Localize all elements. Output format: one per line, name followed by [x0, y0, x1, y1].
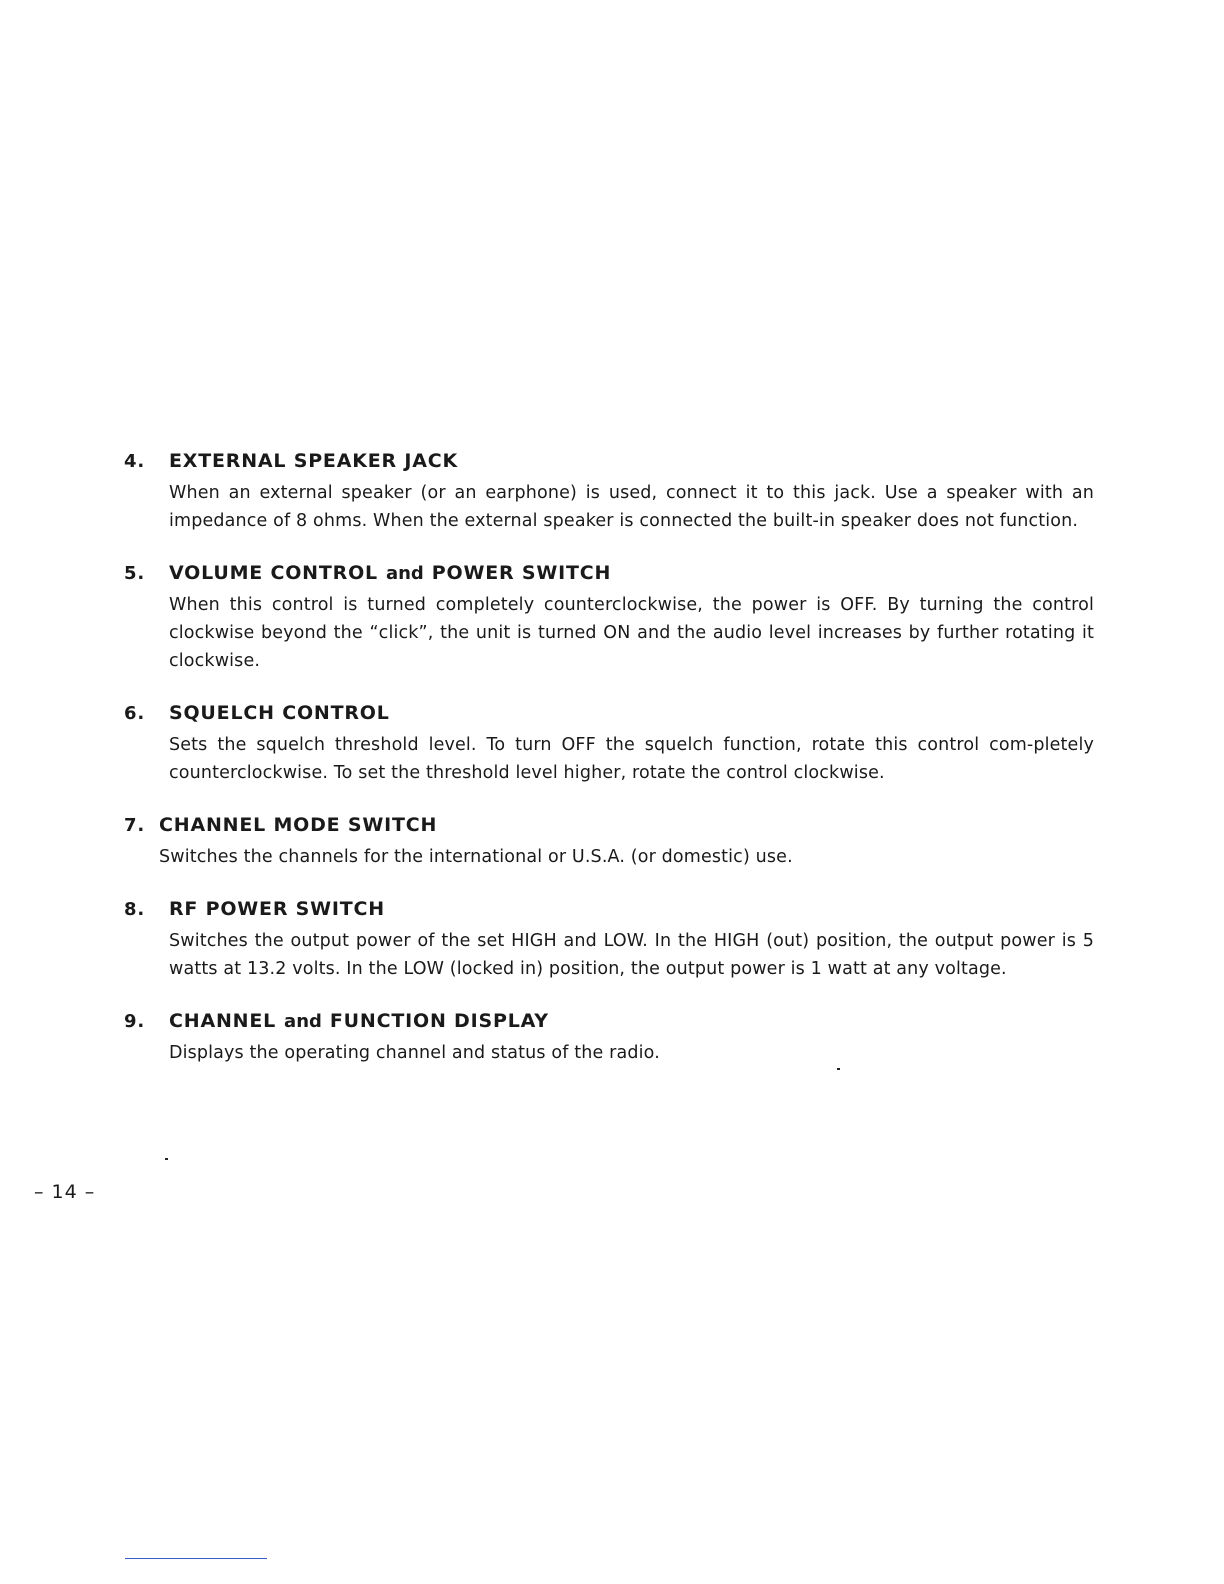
section-channel-function-display	[124, 1010, 1094, 1067]
section-heading	[124, 702, 1094, 731]
section-number: 9.	[124, 1011, 145, 1032]
section-external-speaker-jack	[124, 450, 1094, 535]
section-body: Sets the squelch threshold level. To turn OFF the squelch function, rotate this control com-pletely counterclockwise. To set the threshold level higher, rotate the control clockwise.	[169, 735, 1094, 783]
page-number: – 14 –	[34, 1181, 96, 1203]
section-number: 8.	[124, 899, 145, 920]
section-title-part2: FUNCTION DISPLAY	[329, 1010, 549, 1032]
section-title: EXTERNAL SPEAKER JACK	[169, 450, 459, 472]
section-number: 7.	[124, 815, 145, 836]
section-number: 6.	[124, 703, 145, 724]
section-heading	[124, 562, 1094, 591]
section-heading	[124, 450, 1094, 479]
section-body: Displays the operating channel and status of the radio.	[169, 1043, 660, 1063]
section-channel-mode-switch	[124, 814, 1094, 871]
section-heading	[124, 1010, 1094, 1039]
section-heading	[124, 898, 1094, 927]
section-volume-control-power-switch	[124, 562, 1094, 675]
section-title-part1: VOLUME CONTROL	[169, 562, 378, 584]
section-title-and: and	[385, 563, 424, 584]
section-body: Switches the channels for the international or U.S.A. (or domestic) use.	[159, 847, 793, 867]
section-title-part1: CHANNEL	[169, 1010, 277, 1032]
section-number: 4.	[124, 451, 145, 472]
section-title-part2: POWER SWITCH	[431, 562, 612, 584]
section-title-and: and	[284, 1011, 322, 1032]
bottom-edge-line	[125, 1558, 267, 1559]
scan-speck	[837, 1068, 840, 1070]
section-title: RF POWER SWITCH	[169, 898, 385, 920]
scan-speck	[165, 1158, 168, 1160]
section-title: SQUELCH CONTROL	[169, 702, 390, 724]
section-squelch-control	[124, 702, 1094, 787]
section-body: Switches the output power of the set HIGH and LOW. In the HIGH (out) position, the output power is 5 watts at 13.2 volts. In the LOW (locked in) position, the output power is 1 watt at any voltage.	[169, 931, 1094, 979]
section-rf-power-switch	[124, 898, 1094, 983]
manual-content	[124, 450, 1094, 1094]
section-heading	[124, 814, 1094, 843]
section-body: When this control is turned completely counterclockwise, the power is OFF. By turning the control clockwise beyond the “click”, the unit is turned ON and the audio level increases by further rotating it clockwise.	[169, 595, 1094, 671]
section-body: When an external speaker (or an earphone) is used, connect it to this jack. Use a speaker with an impedance of 8 ohms. When the external speaker is connected the built-in speaker does not function.	[169, 483, 1094, 531]
section-number: 5.	[124, 563, 145, 584]
section-title: CHANNEL MODE SWITCH	[159, 814, 438, 836]
